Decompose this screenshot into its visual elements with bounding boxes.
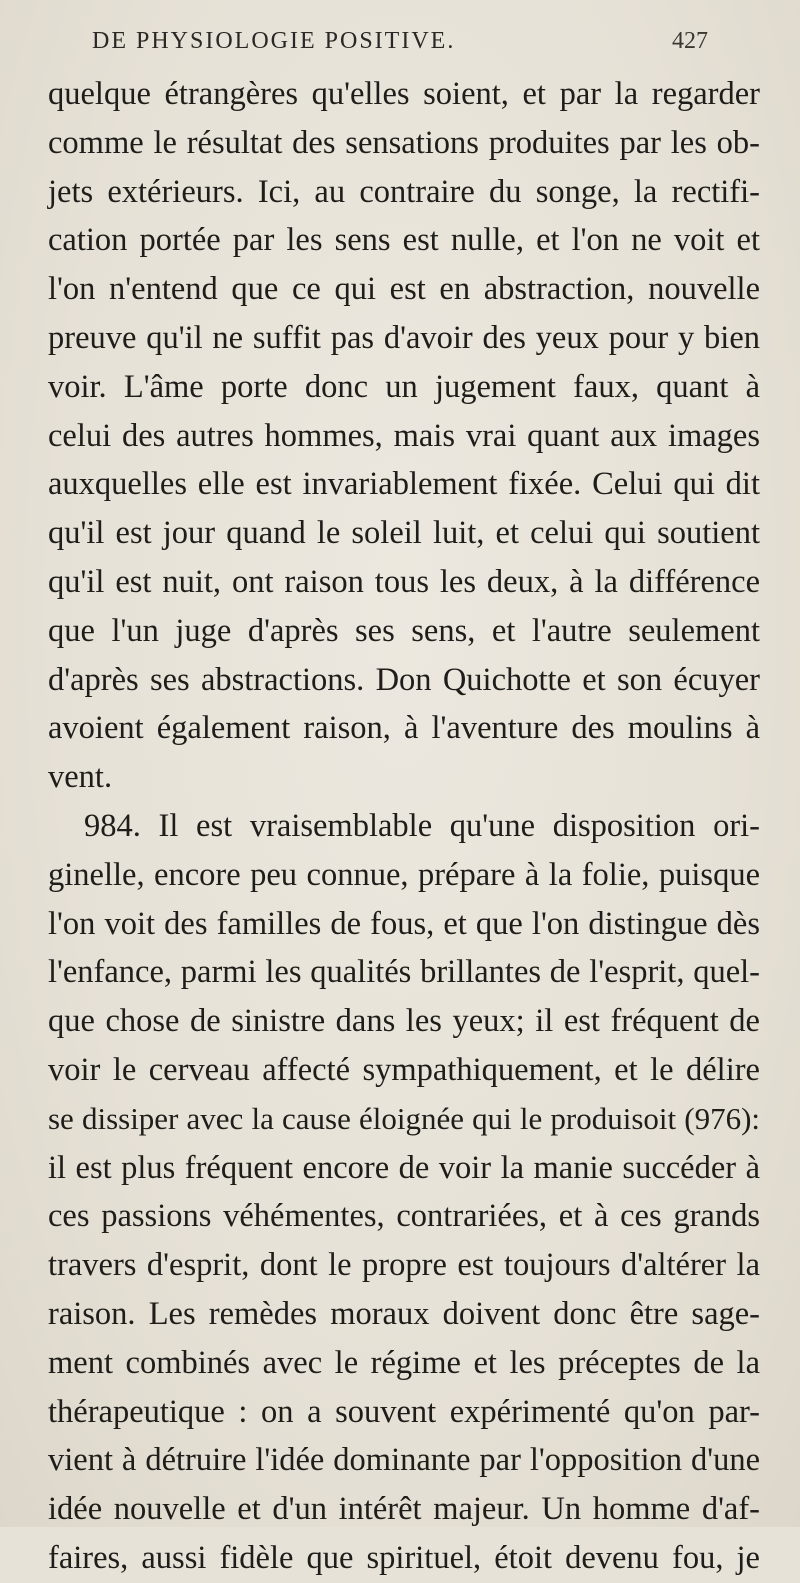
text-line: auxquelles elle est invariablement fixée. Celui qui dit [48, 466, 760, 503]
paragraph-start-984: 984. Il est vraisemblable qu'une disposition ori- [84, 807, 760, 844]
text-line: raison. Les remèdes moraux doivent donc être sage- [48, 1295, 760, 1332]
text-line: l'enfance, parmi les qualités brillantes de l'esprit, quel- [48, 954, 760, 991]
text-line: d'après ses abstractions. Don Quichotte et son écuyer [48, 661, 760, 698]
text-line: ment combinés avec le régime et les préceptes de la [48, 1344, 760, 1381]
text-line: avoient également raison, à l'aventure des moulins à [48, 710, 760, 747]
text-line: celui des autres hommes, mais vrai quant aux images [48, 417, 760, 454]
text-line: l'on voit des familles de fous, et que l'on distingue dès [48, 905, 760, 942]
text-line: qu'il est jour quand le soleil luit, et celui qui soutient [48, 515, 760, 552]
text-line: idée nouvelle et d'un intérêt majeur. Un homme d'af- [48, 1491, 760, 1528]
text-line: faires, aussi fidèle que spirituel, étoit devenu fou, je [48, 1539, 760, 1576]
text-line: voir le cerveau affecté sympathiquement, et le délire [48, 1051, 760, 1088]
text-line: qu'il est nuit, ont raison tous les deux, à la différence [48, 563, 760, 600]
text-line: preuve qu'il ne suffit pas d'avoir des yeux pour y bien [48, 319, 760, 356]
text-line: thérapeutique : on a souvent expérimenté qu'on par- [48, 1393, 760, 1430]
text-line: travers d'esprit, dont le propre est toujours d'altérer la [48, 1247, 760, 1284]
text-line: voir. L'âme porte donc un jugement faux, quant à [48, 368, 760, 405]
text-line: ces passions véhémentes, contrariées, et à ces grands [48, 1198, 760, 1235]
running-title: DE PHYSIOLOGIE POSITIVE. [92, 28, 456, 54]
text-line: que l'un juge d'après ses sens, et l'autre seulement [48, 612, 760, 649]
text-line: cation portée par les sens est nulle, et l'on ne voit et [48, 222, 760, 259]
text-line: ginelle, encore peu connue, prépare à la folie, puisque [48, 856, 760, 893]
text-line: vent. [48, 759, 113, 796]
text-line: l'on n'entend que ce qui est en abstraction, nouvelle [48, 271, 760, 308]
body-text [48, 70, 760, 1583]
text-line: jets extérieurs. Ici, au contraire du songe, la rectifi- [48, 173, 760, 210]
text-line: il est plus fréquent encore de voir la manie succéder à [48, 1149, 760, 1186]
text-line: se dissiper avec la cause éloignée qui le produisoit (976): [48, 1100, 760, 1136]
page-number: 427 [672, 28, 708, 54]
running-head [0, 28, 800, 62]
text-line: comme le résultat des sensations produites par les ob- [48, 124, 760, 161]
text-line: que chose de sinistre dans les yeux; il est fréquent de [48, 1003, 760, 1040]
text-line: quelque étrangères qu'elles soient, et par la regarder [48, 76, 760, 112]
text-line: vient à détruire l'idée dominante par l'opposition d'une [48, 1442, 760, 1479]
